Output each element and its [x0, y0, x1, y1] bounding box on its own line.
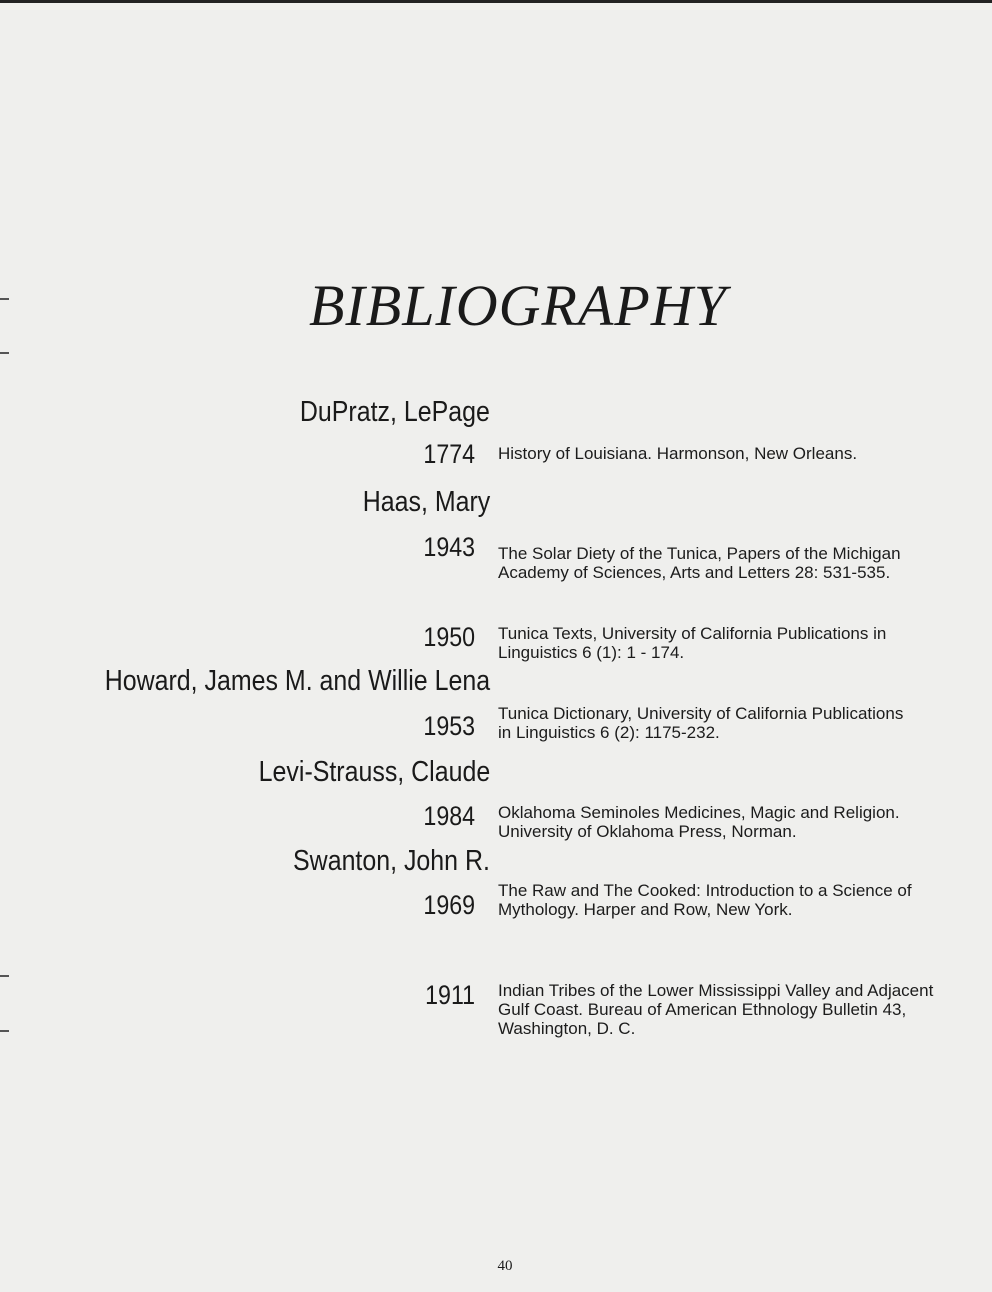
- publication-year: 1943: [423, 532, 475, 562]
- publication-year: 1774: [423, 439, 475, 469]
- page-title: BIBLIOGRAPHY: [309, 273, 727, 338]
- publication-year: 1969: [423, 890, 475, 920]
- top-edge-rule: [0, 0, 992, 3]
- citation-text: The Raw and The Cooked: Introduction to a Science of Mythology. Harper and Row, New York.: [498, 881, 912, 919]
- author-name: Levi-Strauss, Claude: [258, 756, 490, 788]
- publication-year: 1953: [423, 711, 475, 741]
- author-name: Howard, James M. and Willie Lena: [104, 665, 490, 697]
- publication-year: 1984: [423, 801, 475, 831]
- binding-mark: [0, 1030, 9, 1032]
- citation-text: Tunica Dictionary, University of California Publications in Linguistics 6 (2): 1175-232.: [498, 704, 904, 742]
- citation-text: Tunica Texts, University of California Publications in Linguistics 6 (1): 1 - 174.: [498, 624, 887, 662]
- publication-year: 1950: [423, 622, 475, 652]
- citation-text: The Solar Diety of the Tunica, Papers of the Michigan Academy of Sciences, Arts and Letters 28: 531-535.: [498, 544, 901, 582]
- binding-mark: [0, 352, 9, 354]
- citation-text: Oklahoma Seminoles Medicines, Magic and Religion. University of Oklahoma Press, Norman.: [498, 803, 900, 841]
- binding-mark: [0, 975, 9, 977]
- page-number: 40: [497, 1258, 513, 1274]
- citation-text: History of Louisiana. Harmonson, New Orleans.: [498, 444, 858, 463]
- citation-text: Indian Tribes of the Lower Mississippi Valley and Adjacent Gulf Coast. Bureau of American Ethnology Bulletin 43, Washington, D. C.: [498, 981, 934, 1038]
- publication-year: 1911: [425, 980, 475, 1010]
- author-name: Haas, Mary: [362, 486, 490, 518]
- author-name: DuPratz, LePage: [300, 396, 490, 428]
- author-name: Swanton, John R.: [293, 845, 490, 877]
